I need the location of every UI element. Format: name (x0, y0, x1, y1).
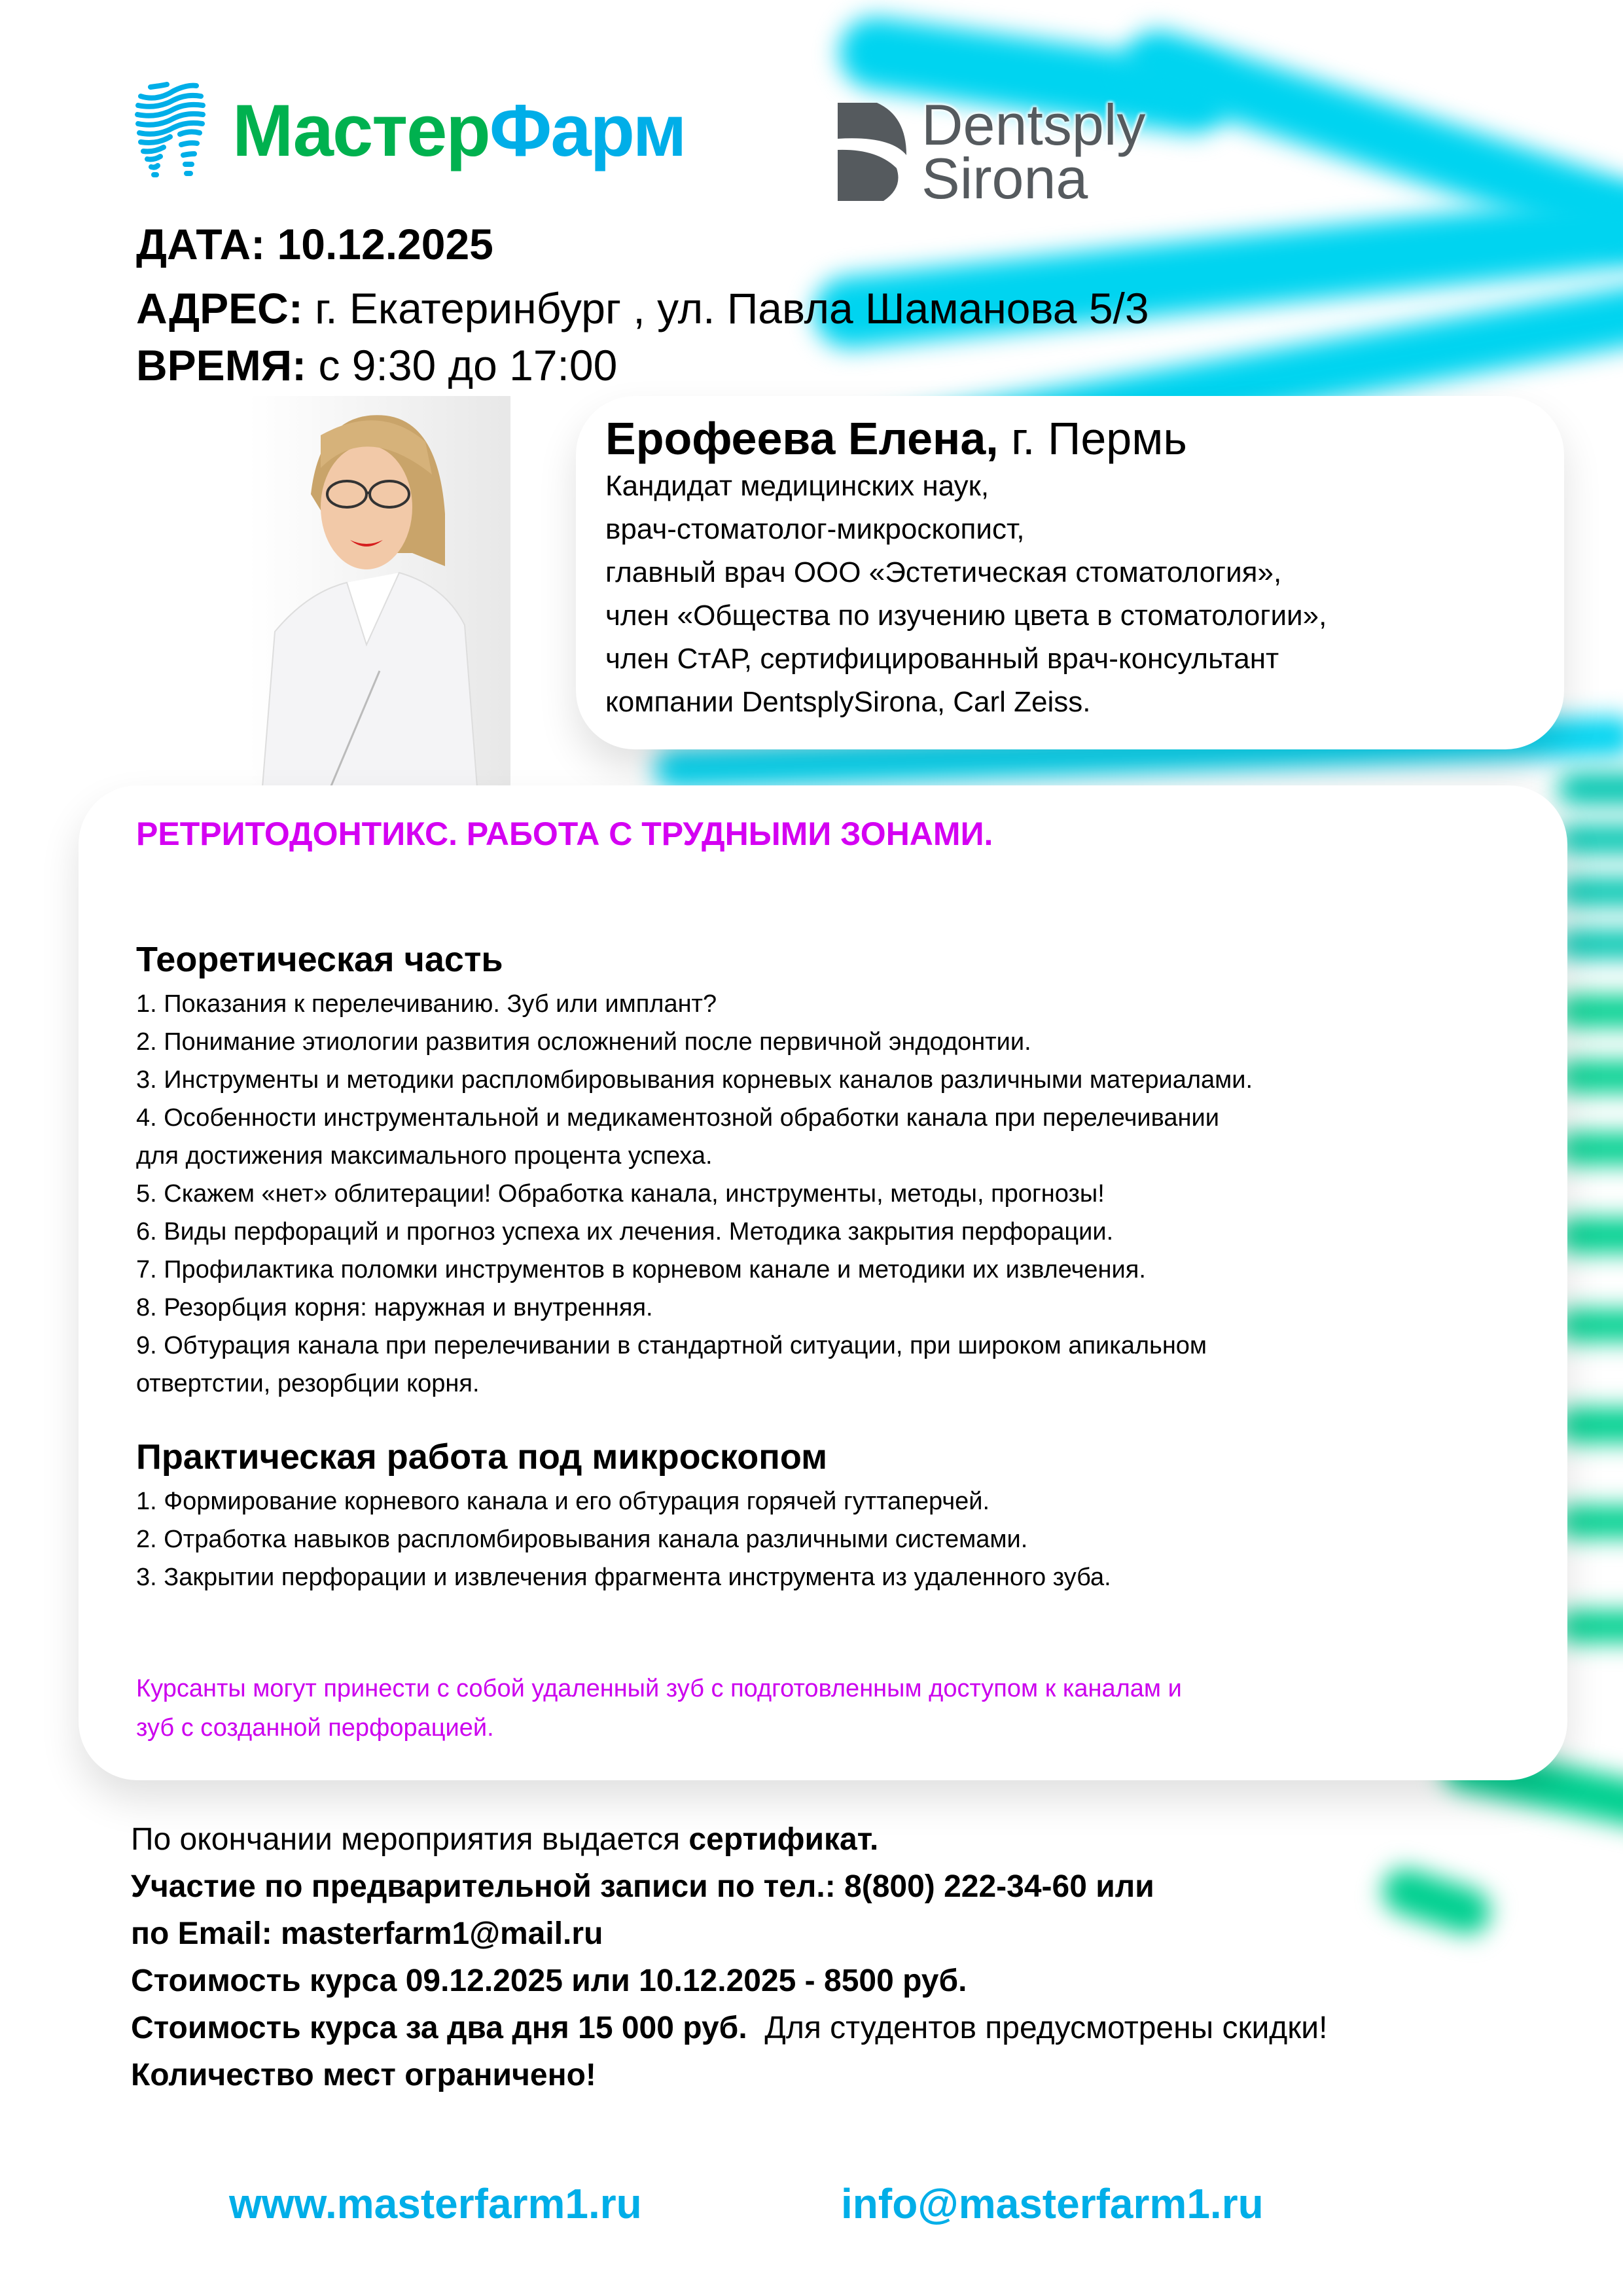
price-two-days: Стоимость курса за два дня 15 000 руб. Для студентов предусмотрены скидки! (131, 2011, 1328, 2045)
certificate-line: По окончании мероприятия выдается сертификат. (131, 1822, 879, 1857)
list-item: 1. Формирование корневого канала и его обтурация горячей гуттаперчей. (136, 1488, 990, 1515)
event-details (131, 1816, 1327, 2099)
list-item: 6. Виды перфораций и прогноз успеха их лечения. Методика закрытия перфорации. (136, 1218, 1114, 1246)
tooth-logo-icon (134, 82, 206, 180)
list-item: 9. Обтурация канала при перелечивании в стандартной ситуации, при широком апикальном (136, 1332, 1207, 1359)
list-item: для достижения максимального процента успеха. (136, 1142, 713, 1170)
theory-heading: Теоретическая часть (136, 940, 503, 979)
dentsply-s-icon (838, 103, 910, 201)
dentsply-sirona-logo (838, 92, 1146, 211)
list-item: 3. Закрытии перфорации и извлечения фрагмента инструмента из удаленного зуба. (136, 1564, 1111, 1591)
list-item: 7. Профилактика поломки инструментов в корневом канале и методики их извлечения. (136, 1256, 1146, 1283)
price-one-day: Стоимость курса 09.12.2025 или 10.12.2025 - 8500 руб. (131, 1964, 967, 1998)
registration-email: по Email: masterfarm1@mail.ru (131, 1916, 603, 1951)
event-date: ДАТА: 10.12.2025 (136, 220, 493, 268)
list-item: 5. Скажем «нет» облитерации! Обработка канала, инструменты, методы, прогнозы! (136, 1180, 1105, 1208)
website-link[interactable]: www.masterfarm1.ru (229, 2180, 642, 2227)
masterfarm-logo (134, 82, 685, 180)
list-item: 2. Понимание этиологии развития осложнений после первичной эндодонтии. (136, 1028, 1031, 1056)
list-item: 3. Инструменты и методики распломбировывания корневых каналов различными материалами. (136, 1066, 1253, 1094)
limited-seats: Количество мест ограничено! (131, 2058, 596, 2092)
registration-phone: Участие по предварительной записи по тел.: 8(800) 222-34-60 или (131, 1869, 1154, 1904)
speaker-name: Ерофеева Елена, г. Пермь (605, 413, 1187, 464)
theory-list (136, 985, 1393, 1403)
list-item: 1. Показания к перелечиванию. Зуб или имплант? (136, 990, 717, 1018)
speaker-photo (249, 396, 510, 795)
course-note: Курсанты могут принести с собой удаленный зуб с подготовленным доступом к каналам и зуб с созданной перфорацией. (136, 1675, 1182, 1742)
list-item: 4. Особенности инструментальной и медикаментозной обработки канала при перелечивании (136, 1104, 1219, 1132)
dentsply-wordmark: Dentsply (921, 92, 1146, 157)
sirona-wordmark: Sirona (921, 146, 1088, 211)
course-title: РЕТРИТОДОНТИКС. РАБОТА С ТРУДНЫМИ ЗОНАМИ. (136, 816, 993, 852)
practice-heading: Практическая работа под микроскопом (136, 1437, 828, 1477)
event-address: АДРЕС: г. Екатеринбург , ул. Павла Шаманова 5/3 (136, 284, 1149, 332)
masterfarm-wordmark: МастерФарм (232, 90, 686, 171)
event-time: ВРЕМЯ: с 9:30 до 17:00 (136, 341, 618, 389)
speaker-bio: Кандидат медицинских наук, врач-стоматолог-микроскопист, главный врач ООО «Эстетическая стоматология», член «Общества по изучению цвета в стоматологии», член СтАР, сертифицированный врач-консультант компании DentsplySirona, Carl Zeiss. (605, 470, 1327, 718)
list-item: 2. Отработка навыков распломбировывания канала различными системами. (136, 1526, 1028, 1553)
email-link[interactable]: info@masterfarm1.ru (841, 2180, 1264, 2227)
list-item: 8. Резорбция корня: наружная и внутренняя. (136, 1294, 653, 1321)
list-item: отвертстии, резорбции корня. (136, 1370, 480, 1397)
practice-list (136, 1482, 1393, 1596)
